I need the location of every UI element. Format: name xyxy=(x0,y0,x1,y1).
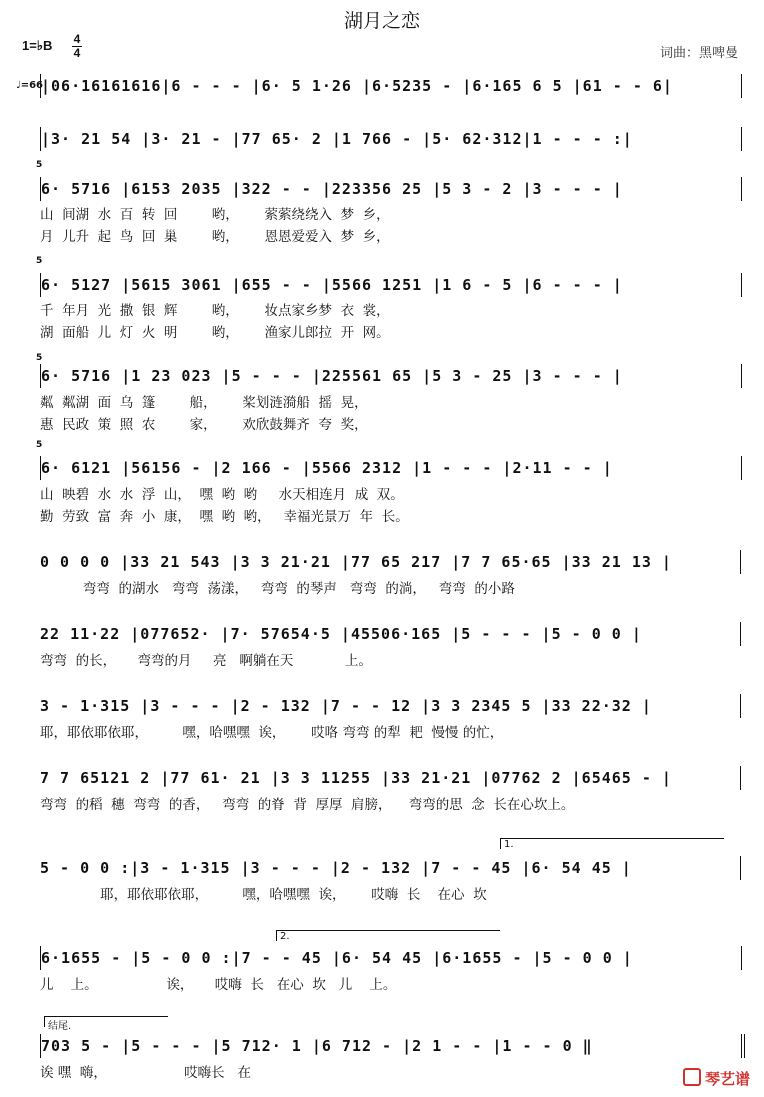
coda-bracket: 结尾. xyxy=(44,1016,168,1027)
notation-line: |3· 21 54 |3· 21 - |77 65· 2 |1 766 - |5· 62·312|1 - - - :| xyxy=(40,127,742,151)
notation-line: 3 - 1·315 |3 - - - |2 - 132 |7 - - 12 |3 3 2345 5 |33 22·32 | xyxy=(40,694,741,718)
composer-credit: 词曲：黑啤曼 xyxy=(659,46,738,61)
first-ending-bracket: 1. xyxy=(500,838,724,849)
measure-mark: 5 xyxy=(36,440,43,450)
lyric-line: 耶，耶依耶依耶， 嘿，哈嘿嘿 诶， 哎嗨 长 在心 坎 xyxy=(40,887,487,903)
second-ending-bracket: 2. xyxy=(276,930,500,941)
lyric-line: 月 儿升 起 鸟 回 巢 哟， 恩恩爱爱入 梦 乡， xyxy=(40,229,390,245)
measure-mark: 5 xyxy=(36,160,43,170)
notation-line: 6· 5716 |6153 2035 |322 - - |223356 25 |5 3 - 2 |3 - - - | xyxy=(40,177,742,201)
notation-line: 7 7 65121 2 |77 61· 21 |3 3 11255 |33 21·21 |07762 2 |65465 - | xyxy=(40,766,741,790)
lyric-line: 勤 劳致 富 奔 小 康， 嘿 哟 哟， 幸福光景万 年 长。 xyxy=(40,509,409,525)
lyric-line: 弯弯 的长， 弯弯的月 亮 啊躺在天 上。 xyxy=(40,653,372,669)
time-signature xyxy=(72,33,82,60)
notation-line: 0 0 0 0 |33 21 543 |3 3 21·21 |77 65 217 |7 7 65·65 |33 21 13 | xyxy=(40,550,741,574)
measure-mark: 5 xyxy=(36,256,43,266)
lyric-line: 耶，耶依耶依耶， 嘿，哈嘿嘿 诶， 哎咯 弯弯 的犁 耙 慢慢 的忙， xyxy=(40,725,504,741)
lyric-line: 粼 粼湖 面 乌 篷 船， 桨划涟漪船 摇 晃， xyxy=(40,395,368,411)
song-title: 湖月之恋 xyxy=(343,10,420,32)
lyric-line: 湖 面船 儿 灯 火 明 哟， 渔家儿郎拉 开 网。 xyxy=(40,325,390,341)
lyric-line: 山 间湖 水 百 转 回 哟， 萦萦绕绕入 梦 乡， xyxy=(40,207,390,223)
lyric-line: 弯弯 的稻 穗 弯弯 的香， 弯弯 的脊 背 厚厚 肩膀， 弯弯的思 念 长在心坎上。 xyxy=(40,797,575,813)
lyric-line: 山 映碧 水 水 浮 山， 嘿 哟 哟 水天相连月 成 双。 xyxy=(40,487,404,503)
lyric-line: 惠 民政 策 照 农 家， 欢欣鼓舞齐 夸 奖， xyxy=(40,417,368,433)
lyric-line: 千 年月 光 撒 银 辉 哟， 妆点家乡梦 衣 裳， xyxy=(40,303,390,319)
time-signature-bottom: 4 xyxy=(73,46,81,60)
notation-line: 6· 5716 |1 23 023 |5 - - - |225561 65 |5 3 - 25 |3 - - - | xyxy=(40,364,742,388)
measure-mark: 5 xyxy=(36,353,43,363)
notation-line: 6· 5127 |5615 3061 |655 - - |5566 1251 |1 6 - 5 |6 - - - | xyxy=(40,273,742,297)
notation-line: 6· 6121 |56156 - |2 166 - |5566 2312 |1 - - - |2·11 - - | xyxy=(40,456,742,480)
tempo-mark: ♩=66 xyxy=(16,80,44,91)
time-signature-top: 4 xyxy=(73,32,81,46)
lyric-line: 弯弯 的湖水 弯弯 荡漾， 弯弯 的琴声 弯弯 的淌， 弯弯 的小路 xyxy=(40,581,515,597)
notation-line: 703 5 - |5 - - - |5 712· 1 |6 712 - |2 1 - - |1 - - 0 ‖ xyxy=(40,1034,745,1058)
lyric-line: 诶 嘿 嗨， 哎嗨长 在 xyxy=(40,1065,251,1081)
lyric-line: 儿 上。 诶， 哎嗨 长 在心 坎 儿 上。 xyxy=(40,977,397,993)
watermark-logo-icon xyxy=(683,1068,701,1086)
notation-line: 22 11·22 |077652· |7· 57654·5 |45506·165 |5 - - - |5 - 0 0 | xyxy=(40,622,741,646)
key-signature: 1=♭B xyxy=(22,38,53,53)
notation-line: 5 - 0 0 :|3 - 1·315 |3 - - - |2 - 132 |7 - - 45 |6· 54 45 | xyxy=(40,856,741,880)
notation-line: 6·1655 - |5 - 0 0 :|7 - - 45 |6· 54 45 |6·1655 - |5 - 0 0 | xyxy=(40,946,742,970)
notation-line: |06·16161616|6 - - - |6· 5 1·26 |6·5235 - |6·165 6 5 |61 - - 6| xyxy=(40,74,742,98)
watermark-text: 琴艺谱 xyxy=(704,1070,750,1088)
site-watermark xyxy=(683,1068,750,1089)
